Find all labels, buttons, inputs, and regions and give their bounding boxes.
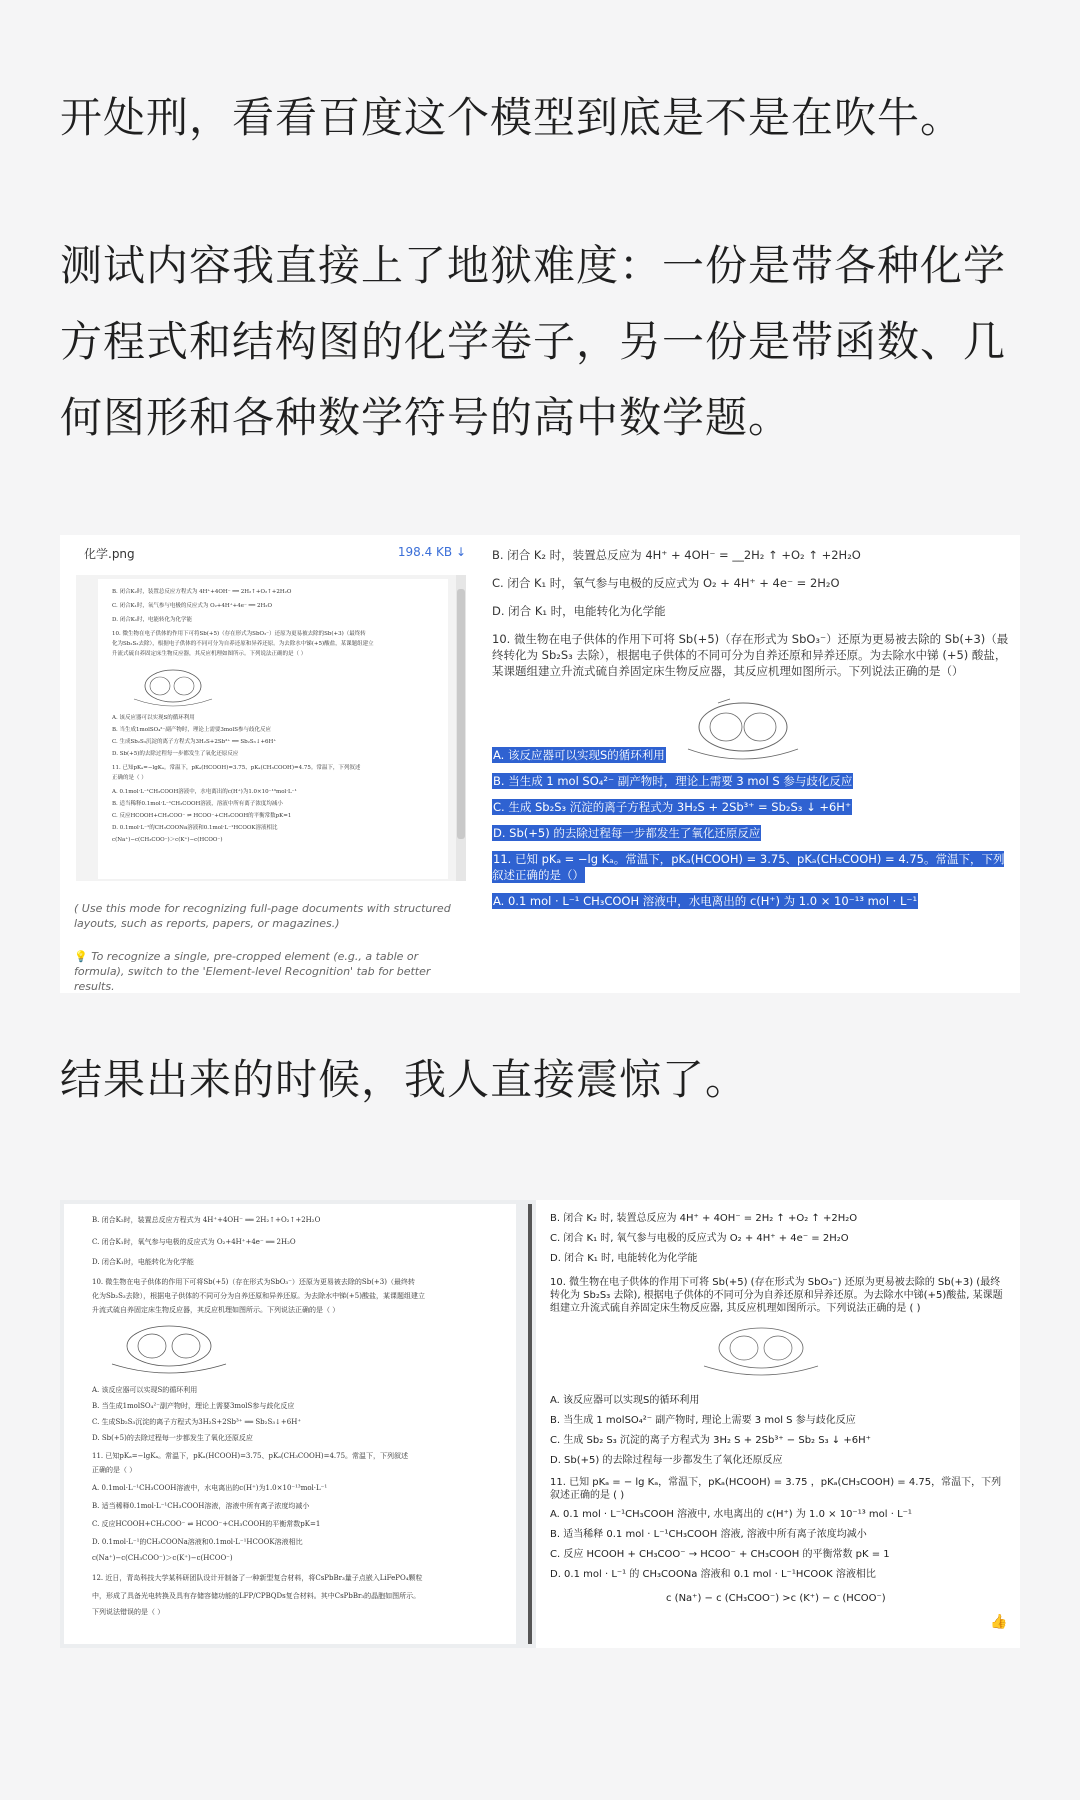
output-line: C. 闭合 K₁ 时, 氧气参与电极的反应式为 O₂ + 4H⁺ + 4e⁻ = 2H₂O (550, 1233, 849, 1244)
exam-line: c(Na⁺)−c(CH₃COO⁻)＞c(K⁺)−c(HCOO⁻) (92, 1554, 233, 1562)
exam-line: A. 该反应器可以实现S的循环利用 (92, 1386, 198, 1394)
preview-line: C. 反应HCOOH+CH₃COO⁻ ⇌ HCOO⁻+CH₃COOH的平衡常数pK=1 (112, 813, 292, 819)
reaction-mechanism-diagram (104, 1318, 234, 1378)
element-hint (74, 949, 470, 993)
preview-page (98, 579, 448, 879)
result-line: 10. 微生物在电子供体的作用下可将 Sb(+5)（存在形式为 SbO₃⁻）还原为更易被去除的 Sb(+3)（最终转化为 Sb₂S₃ 去除），根据电子供体的不同可分为自养还原和异养还原。为去除水中锑 (+5) 酸盐，某课题组建立升流式硫自养固定床生物反应器，其反应机理如图所示。下列说法正确的是（） (492, 632, 1009, 678)
preview-scrollbar[interactable] (456, 575, 466, 881)
preview-line: A. 0.1mol·L⁻¹CH₃COOH溶液中，水电离出的c(H⁺)为1.0×10⁻¹³mol·L⁻¹ (112, 789, 297, 795)
preview-line: B. 闭合K₂时，装置总反应方程式为 4H⁺+4OH⁻ ══ 2H₂↑+O₂↑+2H₂O (112, 589, 292, 595)
exam-line: 下列说法错误的是（ ） (92, 1608, 165, 1616)
exam-line: D. 闭合K₁时，电能转化为化学能 (92, 1258, 194, 1266)
preview-line: C. 生成Sb₂S₃沉淀的离子方程式为3H₂S+2Sb³⁺ ══ Sb₂S₃↓+6H⁺ (112, 739, 277, 745)
output-line: D. 闭合 K₁ 时, 电能转化为化学能 (550, 1253, 698, 1264)
file-name: 化学.png (84, 547, 135, 561)
recognition-result (478, 535, 1020, 993)
preview-line: D. Sb(+5)的去除过程每一步都发生了氧化还原反应 (112, 751, 239, 757)
output-line: A. 该反应器可以实现S的循环利用 (550, 1395, 700, 1406)
image-preview[interactable] (76, 575, 466, 881)
exam-line: 11. 已知pKₐ=−lgKₐ。常温下，pKₐ(HCOOH)=3.75、pKₐ(CH₃COOH)=4.75。常温下，下列叙述 (92, 1452, 409, 1460)
thumbs-up-icon[interactable]: 👍 (990, 1614, 1008, 1630)
result-line: B. 闭合 K₂ 时，装置总反应为 4H⁺ + 4OH⁻ = __2H₂ ↑ +O₂ ↑ +2H₂O (492, 548, 861, 562)
lightbulb-icon: 💡 (74, 950, 88, 963)
output-line: B. 适当稀释 0.1 mol · L⁻¹CH₃COOH 溶液, 溶液中所有离子浓度均减小 (550, 1529, 867, 1540)
exam-line: 10. 微生物在电子供体的作用下可将Sb(+5)（存在形式为SbO₃⁻）还原为更易被去除的Sb(+3)（最终转 (92, 1278, 415, 1286)
reaction-mechanism-diagram (696, 1320, 826, 1382)
preview-line: 10. 微生物在电子供体的作用下可将Sb(+5)（存在形式为SbO₃⁻）还原为更易被去除的Sb(+3)（最终转 (112, 631, 366, 637)
file-header (74, 541, 470, 565)
element-hint-text: To recognize a single, pre-cropped element (e.g., a table or formula), switch to the 'Element-level Recognition' tab for better results. (74, 950, 431, 993)
scrollbar-thumb[interactable] (457, 589, 465, 839)
result-line-selected: D. Sb(+5) 的去除过程每一步都发生了氧化还原反应 (493, 826, 761, 840)
output-line: D. 0.1 mol · L⁻¹ 的 CH₃COONa 溶液和 0.1 mol · L⁻¹HCOOK 溶液相比 (550, 1569, 876, 1580)
output-line: c (Na⁺) − c (CH₃COO⁻) >c (K⁺) − c (HCOO⁻) (666, 1593, 886, 1604)
result-reaction-paragraph: 结果出来的时候，我人直接震惊了。 (60, 1055, 749, 1104)
exam-line: 升流式硫自养固定床生物反应器，其反应机理如图所示。下列说法正确的是（ ） (92, 1306, 340, 1314)
output-line: C. 反应 HCOOH + CH₃COO⁻ → HCOO⁻ + CH₃COOH 的平衡常数 pK = 1 (550, 1549, 890, 1560)
upload-panel (60, 535, 478, 993)
test-description-paragraph: 测试内容我直接上了地狱难度：一份是带各种化学方程式和结构图的化学卷子，另一份是带函数、几何图形和各种数学符号的高中数学题。 (60, 241, 1007, 442)
exam-line: C. 生成Sb₂S₃沉淀的离子方程式为3H₂S+2Sb³⁺ ══ Sb₂S₃↓+6H⁺ (92, 1418, 302, 1426)
recognition-screenshot (60, 535, 1020, 993)
mode-hint: ( Use this mode for recognizing full-page documents with structured layouts, such as reports, papers, or magazines.) (74, 902, 451, 930)
preview-line: C. 闭合K₁时，氧气参与电极的反应式为 O₂+4H⁺+4e⁻ ══ 2H₂O (112, 603, 272, 609)
preview-line: D. 0.1mol·L⁻¹的CH₃COONa溶液和0.1mol·L⁻¹HCOOK溶液相比 (112, 825, 278, 831)
original-exam-image (64, 1204, 516, 1644)
recognized-output (536, 1200, 1020, 1648)
exam-line: 化为Sb₂S₃去除），根据电子供体的不同可分为自养还原和异养还原。为去除水中锑(+5)酸盐，某课题组建立 (92, 1292, 425, 1300)
exam-line: D. Sb(+5)的去除过程每一步都发生了氧化还原反应 (92, 1434, 253, 1442)
exam-line: C. 反应HCOOH+CH₃COO⁻ ⇌ HCOO⁻+CH₃COOH的平衡常数pK=1 (92, 1520, 321, 1528)
preview-line: D. 闭合K₁时，电能转化为化学能 (112, 617, 193, 623)
reaction-mechanism-diagram (128, 661, 218, 711)
exam-line: B. 闭合K₂时，装置总反应方程式为 4H⁺+4OH⁻ ══ 2H₂↑+O₂↑+2H₂O (92, 1216, 321, 1224)
result-line-selected: A. 该反应器可以实现S的循环利用 (493, 748, 665, 762)
download-link[interactable]: 198.4 KB ↓ (397, 545, 466, 559)
exam-line: 12. 近日，青岛科技大学某科研团队设计开制备了一种新型复合材料，将CsPbBr₃量子点嵌入LiFePO₄颗粒 (92, 1574, 423, 1582)
intro-paragraph: 开处刑，看看百度这个模型到底是不是在吹牛。 (60, 93, 964, 142)
preview-line: B. 适当稀释0.1mol·L⁻¹CH₃COOH溶液，溶液中所有离子浓度均减小 (112, 801, 283, 807)
preview-line: B. 当生成1molSO₄²⁻副产物时，理论上需要3molS参与歧化反应 (112, 727, 271, 733)
output-line: B. 当生成 1 molSO₄²⁻ 副产物时, 理论上需要 3 mol S 参与歧化反应 (550, 1415, 856, 1426)
result-line-selected: B. 当生成 1 mol SO₄²⁻ 副产物时，理论上需要 3 mol S 参与歧化反应 (493, 774, 853, 788)
preview-line: 化为Sb₂S₃去除），根据电子供体的不同可分为自养还原和异养还原。为去除水中锑(+5)酸盐，某课题组建立 (112, 641, 374, 647)
result-line: C. 闭合 K₁ 时，氧气参与电极的反应式为 O₂ + 4H⁺ + 4e⁻ = 2H₂O (492, 576, 840, 590)
exam-line: A. 0.1mol·L⁻¹CH₃COOH溶液中，水电离出的c(H⁺)为1.0×10⁻¹³mol·L⁻¹ (92, 1484, 328, 1492)
result-line: D. 闭合 K₁ 时，电能转化为化学能 (492, 604, 666, 618)
preview-line: 11. 已知pKₐ=−lgKₐ。常温下，pKₐ(HCOOH)=3.75、pKₐ(CH₃COOH)=4.75。常温下，下列叙述 (112, 765, 361, 771)
output-line: B. 闭合 K₂ 时, 装置总反应为 4H⁺ + 4OH⁻ = 2H₂ ↑ +O₂ ↑ +2H₂O (550, 1213, 858, 1224)
result-line-selected: 11. 已知 pKₐ = −lg Kₐ。常温下，pKₐ(HCOOH) = 3.75、pKₐ(CH₃COOH) = 4.75。常温下，下列叙述正确的是（） (492, 852, 1005, 882)
preview-line: 正确的是（ ） (112, 775, 147, 781)
result-line-selected: C. 生成 Sb₂S₃ 沉淀的离子方程式为 3H₂S + 2Sb³⁺ = Sb₂S₃ ↓ +6H⁺ (493, 800, 852, 814)
result-line-selected: A. 0.1 mol · L⁻¹ CH₃COOH 溶液中，水电离出的 c(H⁺) 为 1.0 × 10⁻¹³ mol · L⁻¹ (493, 894, 918, 908)
preview-line: c(Na⁺)−c(CH₃COO⁻)＞c(K⁺)−c(HCOO⁻) (112, 837, 223, 843)
exam-line: 正确的是（ ） (92, 1466, 137, 1474)
output-line: 10. 微生物在电子供体的作用下可将 Sb(+5) (存在形式为 SbO₃⁻) 还原为更易被去除的 Sb(+3) (最终转化为 Sb₂S₃ 去除), 根据电子供体的不同可分为自养还原和异养还原。为去除水中锑(+5)酸盐, 某课题组建立升流式硫自养固定床生物反应器, 其反应机理如图所示。下列说法正确的是 ( ) (550, 1277, 1003, 1314)
output-line: D. Sb(+5) 的去除过程每一步都发生了氧化还原反应 (550, 1455, 783, 1466)
exam-line: C. 闭合K₁时，氧气参与电极的反应式为 O₂+4H⁺+4e⁻ ══ 2H₂O (92, 1238, 296, 1246)
output-line: A. 0.1 mol · L⁻¹CH₃COOH 溶液中, 水电离出的 c(H⁺) 为 1.0 × 10⁻¹³ mol · L⁻¹ (550, 1509, 912, 1520)
preview-line: A. 该反应器可以实现S的循环利用 (112, 715, 195, 721)
exam-line: D. 0.1mol·L⁻¹的CH₃COONa溶液和0.1mol·L⁻¹HCOOK溶液相比 (92, 1538, 303, 1546)
exam-line: 中，形成了具备光电转换及具有存储容储功能的LFP/CPBQDs复合材料。其中CsPbBr₃的晶胞如图所示。 (92, 1592, 421, 1600)
preview-line: 升流式硫自养固定床生物反应器，其反应机理如图所示。下列说法正确的是（ ） (112, 651, 307, 657)
panel-divider[interactable] (528, 1204, 532, 1644)
comparison-screenshot (60, 1200, 1020, 1648)
output-line: C. 生成 Sb₂ S₃ 沉淀的离子方程式为 3H₂ S + 2Sb³⁺ − Sb₂ S₃ ↓ +6H⁺ (550, 1435, 871, 1446)
exam-line: B. 适当稀释0.1mol·L⁻¹CH₃COOH溶液，溶液中所有离子浓度均减小 (92, 1502, 310, 1510)
output-line: 11. 已知 pKₐ = − lg Kₐ，常温下，pKₐ(HCOOH) = 3.75 ，pKₐ(CH₃COOH) = 4.75，常温下，下列叙述正确的是 ( ) (550, 1477, 1002, 1501)
exam-line: B. 当生成1molSO₄²⁻副产物时，理论上需要3molS参与歧化反应 (92, 1402, 295, 1410)
